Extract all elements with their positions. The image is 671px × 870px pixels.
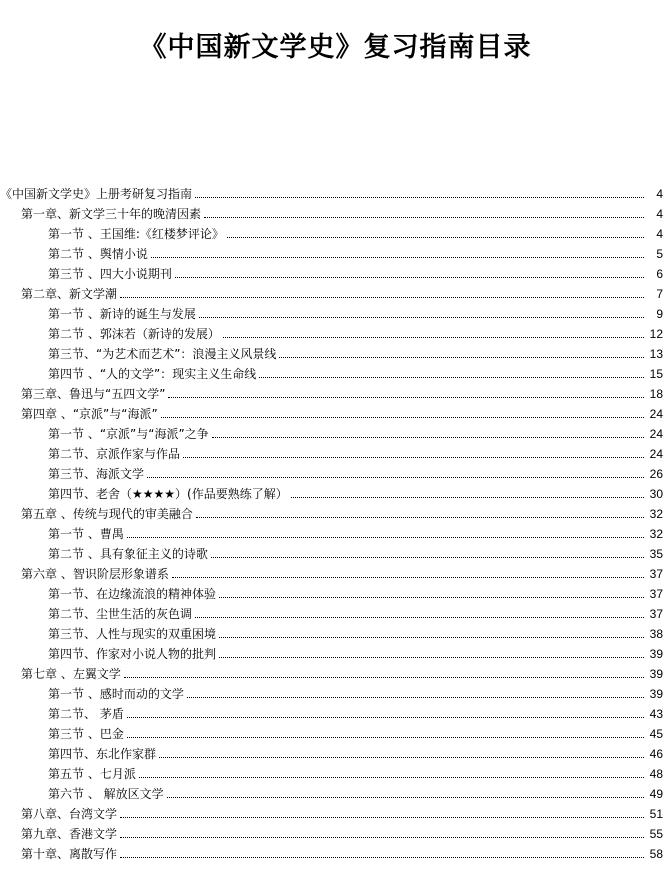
toc-section-entry[interactable] — [0, 482, 671, 502]
toc-dot-leader — [161, 416, 644, 418]
toc-entry-title: 第五章 、传统与现代的审美融合 — [21, 507, 193, 521]
toc-entry-title: 第八章、台湾文学 — [21, 807, 118, 821]
toc-entry-title: 第四节 、“人的文学”：现实主义生命线 — [48, 367, 257, 381]
table-of-contents — [0, 182, 671, 862]
toc-dot-leader — [291, 496, 644, 498]
toc-section-entry[interactable] — [0, 322, 671, 342]
toc-dot-leader — [199, 316, 644, 318]
toc-page-number: 46 — [649, 747, 663, 761]
toc-dot-leader — [223, 336, 644, 338]
toc-chapter-entry[interactable] — [0, 382, 671, 402]
toc-dot-leader — [172, 576, 644, 578]
toc-chapter-entry[interactable] — [0, 202, 671, 222]
toc-section-entry[interactable] — [0, 222, 671, 242]
toc-dot-leader — [168, 396, 644, 398]
toc-page-number: 9 — [656, 307, 663, 321]
toc-page-number: 30 — [649, 487, 663, 501]
toc-page-number: 58 — [649, 847, 663, 861]
toc-entry-title: 第一节、在边缘流浪的精神体验 — [48, 587, 217, 601]
toc-entry-title: 第二节 、舆情小说 — [48, 247, 148, 261]
toc-dot-leader — [127, 736, 644, 738]
toc-section-entry[interactable] — [0, 542, 671, 562]
toc-page-number: 49 — [649, 787, 663, 801]
toc-page-number: 26 — [649, 467, 663, 481]
toc-page-number: 39 — [649, 647, 663, 661]
toc-entry-title: 第十章、离散写作 — [21, 847, 118, 861]
toc-chapter-entry[interactable] — [0, 842, 671, 862]
toc-section-entry[interactable] — [0, 262, 671, 282]
toc-page-number: 12 — [649, 327, 663, 341]
toc-entry-title: 第一节 、新诗的诞生与发展 — [48, 307, 196, 321]
toc-page-number: 45 — [649, 727, 663, 741]
toc-dot-leader — [219, 656, 644, 658]
toc-page-number: 43 — [649, 707, 663, 721]
toc-page-number: 4 — [656, 207, 663, 221]
toc-page-number: 35 — [649, 547, 663, 561]
toc-page-number: 38 — [649, 627, 663, 641]
toc-dot-leader — [212, 436, 644, 438]
toc-section-entry[interactable] — [0, 702, 671, 722]
toc-entry-title: 第三节、“为艺术而艺术”：浪漫主义风景线 — [48, 347, 277, 361]
toc-page-number: 37 — [649, 607, 663, 621]
toc-heading-entry[interactable] — [0, 182, 671, 202]
toc-page-number: 39 — [649, 687, 663, 701]
toc-entry-title: 第七章 、左翼文学 — [21, 667, 121, 681]
toc-dot-leader — [219, 596, 644, 598]
toc-entry-title: 第一节 、王国维:《红楼梦评论》 — [48, 227, 224, 241]
toc-section-entry[interactable] — [0, 582, 671, 602]
toc-dot-leader — [183, 456, 644, 458]
toc-section-entry[interactable] — [0, 522, 671, 542]
toc-dot-leader — [167, 796, 644, 798]
toc-dot-leader — [120, 856, 644, 858]
toc-dot-leader — [120, 296, 644, 298]
toc-section-entry[interactable] — [0, 642, 671, 662]
toc-entry-title: 第三节、海派文学 — [48, 467, 145, 481]
toc-section-entry[interactable] — [0, 682, 671, 702]
toc-chapter-entry[interactable] — [0, 282, 671, 302]
toc-entry-title: 第二节、尘世生活的灰色调 — [48, 607, 193, 621]
toc-dot-leader — [127, 716, 644, 718]
toc-dot-leader — [196, 516, 644, 518]
document-title: 《中国新文学史》复习指南目录 — [139, 32, 532, 63]
toc-dot-leader — [127, 536, 644, 538]
toc-chapter-entry[interactable] — [0, 802, 671, 822]
toc-dot-leader — [175, 276, 644, 278]
toc-entry-title: 第三节 、巴金 — [48, 727, 124, 741]
toc-dot-leader — [211, 556, 644, 558]
toc-page-number: 24 — [649, 447, 663, 461]
toc-page-number: 24 — [649, 427, 663, 441]
toc-entry-title: 第二节、 茅盾 — [48, 707, 124, 721]
toc-page-number: 13 — [649, 347, 663, 361]
toc-entry-title: 第二节 、具有象征主义的诗歌 — [48, 547, 208, 561]
toc-page-number: 15 — [649, 367, 663, 381]
toc-chapter-entry[interactable] — [0, 662, 671, 682]
toc-dot-leader — [139, 776, 644, 778]
toc-page-number: 37 — [649, 567, 663, 581]
toc-entry-title: 第四节、东北作家群 — [48, 747, 157, 761]
toc-page-number: 7 — [656, 287, 663, 301]
toc-entry-title: 第一节 、感时而动的文学 — [48, 687, 184, 701]
toc-entry-title: 第二章、新文学潮 — [21, 287, 118, 301]
toc-entry-title: 第一节 、“京派”与“海派”之争 — [48, 427, 209, 441]
toc-page-number: 32 — [649, 507, 663, 521]
toc-entry-title: 第四节、作家对小说人物的批判 — [48, 647, 217, 661]
toc-dot-leader — [151, 256, 644, 258]
toc-entry-title: 第一节 、曹禺 — [48, 527, 124, 541]
toc-entry-title: 第二节 、郭沫若（新诗的发展） — [48, 327, 220, 341]
toc-entry-title: 第二节、京派作家与作品 — [48, 447, 181, 461]
toc-entry-title: 第三章、鲁迅与“五四文学” — [21, 387, 166, 401]
toc-entry-title: 第六节 、 解放区文学 — [48, 787, 164, 801]
toc-dot-leader — [120, 836, 644, 838]
toc-section-entry[interactable] — [0, 342, 671, 362]
toc-dot-leader — [227, 236, 644, 238]
toc-entry-title: 第三节 、四大小说期刊 — [48, 267, 172, 281]
toc-dot-leader — [219, 636, 644, 638]
toc-section-entry[interactable] — [0, 782, 671, 802]
toc-chapter-entry[interactable] — [0, 822, 671, 842]
toc-section-entry[interactable] — [0, 362, 671, 382]
toc-page-number: 39 — [649, 667, 663, 681]
toc-page-number: 5 — [656, 247, 663, 261]
toc-entry-title: 第三节、人性与现实的双重困境 — [48, 627, 217, 641]
toc-page-number: 4 — [656, 227, 663, 241]
toc-page-number: 48 — [649, 767, 663, 781]
toc-section-entry[interactable] — [0, 422, 671, 442]
toc-page-number: 51 — [649, 807, 663, 821]
toc-dot-leader — [259, 376, 644, 378]
toc-page-number: 6 — [656, 267, 663, 281]
toc-section-entry[interactable] — [0, 722, 671, 742]
toc-dot-leader — [195, 616, 644, 618]
toc-dot-leader — [147, 476, 644, 478]
toc-entry-title: 第九章、香港文学 — [21, 827, 118, 841]
toc-chapter-entry[interactable] — [0, 402, 671, 422]
toc-page-number: 32 — [649, 527, 663, 541]
toc-dot-leader — [195, 196, 644, 198]
toc-page-number: 55 — [649, 827, 663, 841]
toc-dot-leader — [187, 696, 644, 698]
toc-page-number: 24 — [649, 407, 663, 421]
toc-chapter-entry[interactable] — [0, 562, 671, 582]
toc-page-number: 37 — [649, 587, 663, 601]
toc-page-number: 4 — [656, 187, 663, 201]
toc-section-entry[interactable] — [0, 742, 671, 762]
toc-section-entry[interactable] — [0, 602, 671, 622]
toc-entry-title: 第四章 、“京派”与“海派” — [21, 407, 158, 421]
toc-entry-title: 《中国新文学史》上册考研复习指南 — [0, 187, 193, 201]
toc-entry-title: 第一章、新文学三十年的晚清因素 — [21, 207, 202, 221]
toc-section-entry[interactable] — [0, 462, 671, 482]
toc-section-entry[interactable] — [0, 302, 671, 322]
toc-dot-leader — [124, 676, 644, 678]
toc-dot-leader — [279, 356, 644, 358]
toc-dot-leader — [159, 756, 644, 758]
toc-entry-title: 第五节 、七月派 — [48, 767, 136, 781]
toc-entry-title: 第六章 、智识阶层形象谱系 — [21, 567, 169, 581]
toc-section-entry[interactable] — [0, 622, 671, 642]
toc-chapter-entry[interactable] — [0, 502, 671, 522]
toc-section-entry[interactable] — [0, 242, 671, 262]
toc-entry-title: 第四节、老舍（★★★★）(作品要熟练了解） — [48, 487, 288, 501]
toc-dot-leader — [204, 216, 644, 218]
toc-dot-leader — [120, 816, 644, 818]
toc-page-number: 18 — [649, 387, 663, 401]
toc-section-entry[interactable] — [0, 442, 671, 462]
toc-section-entry[interactable] — [0, 762, 671, 782]
